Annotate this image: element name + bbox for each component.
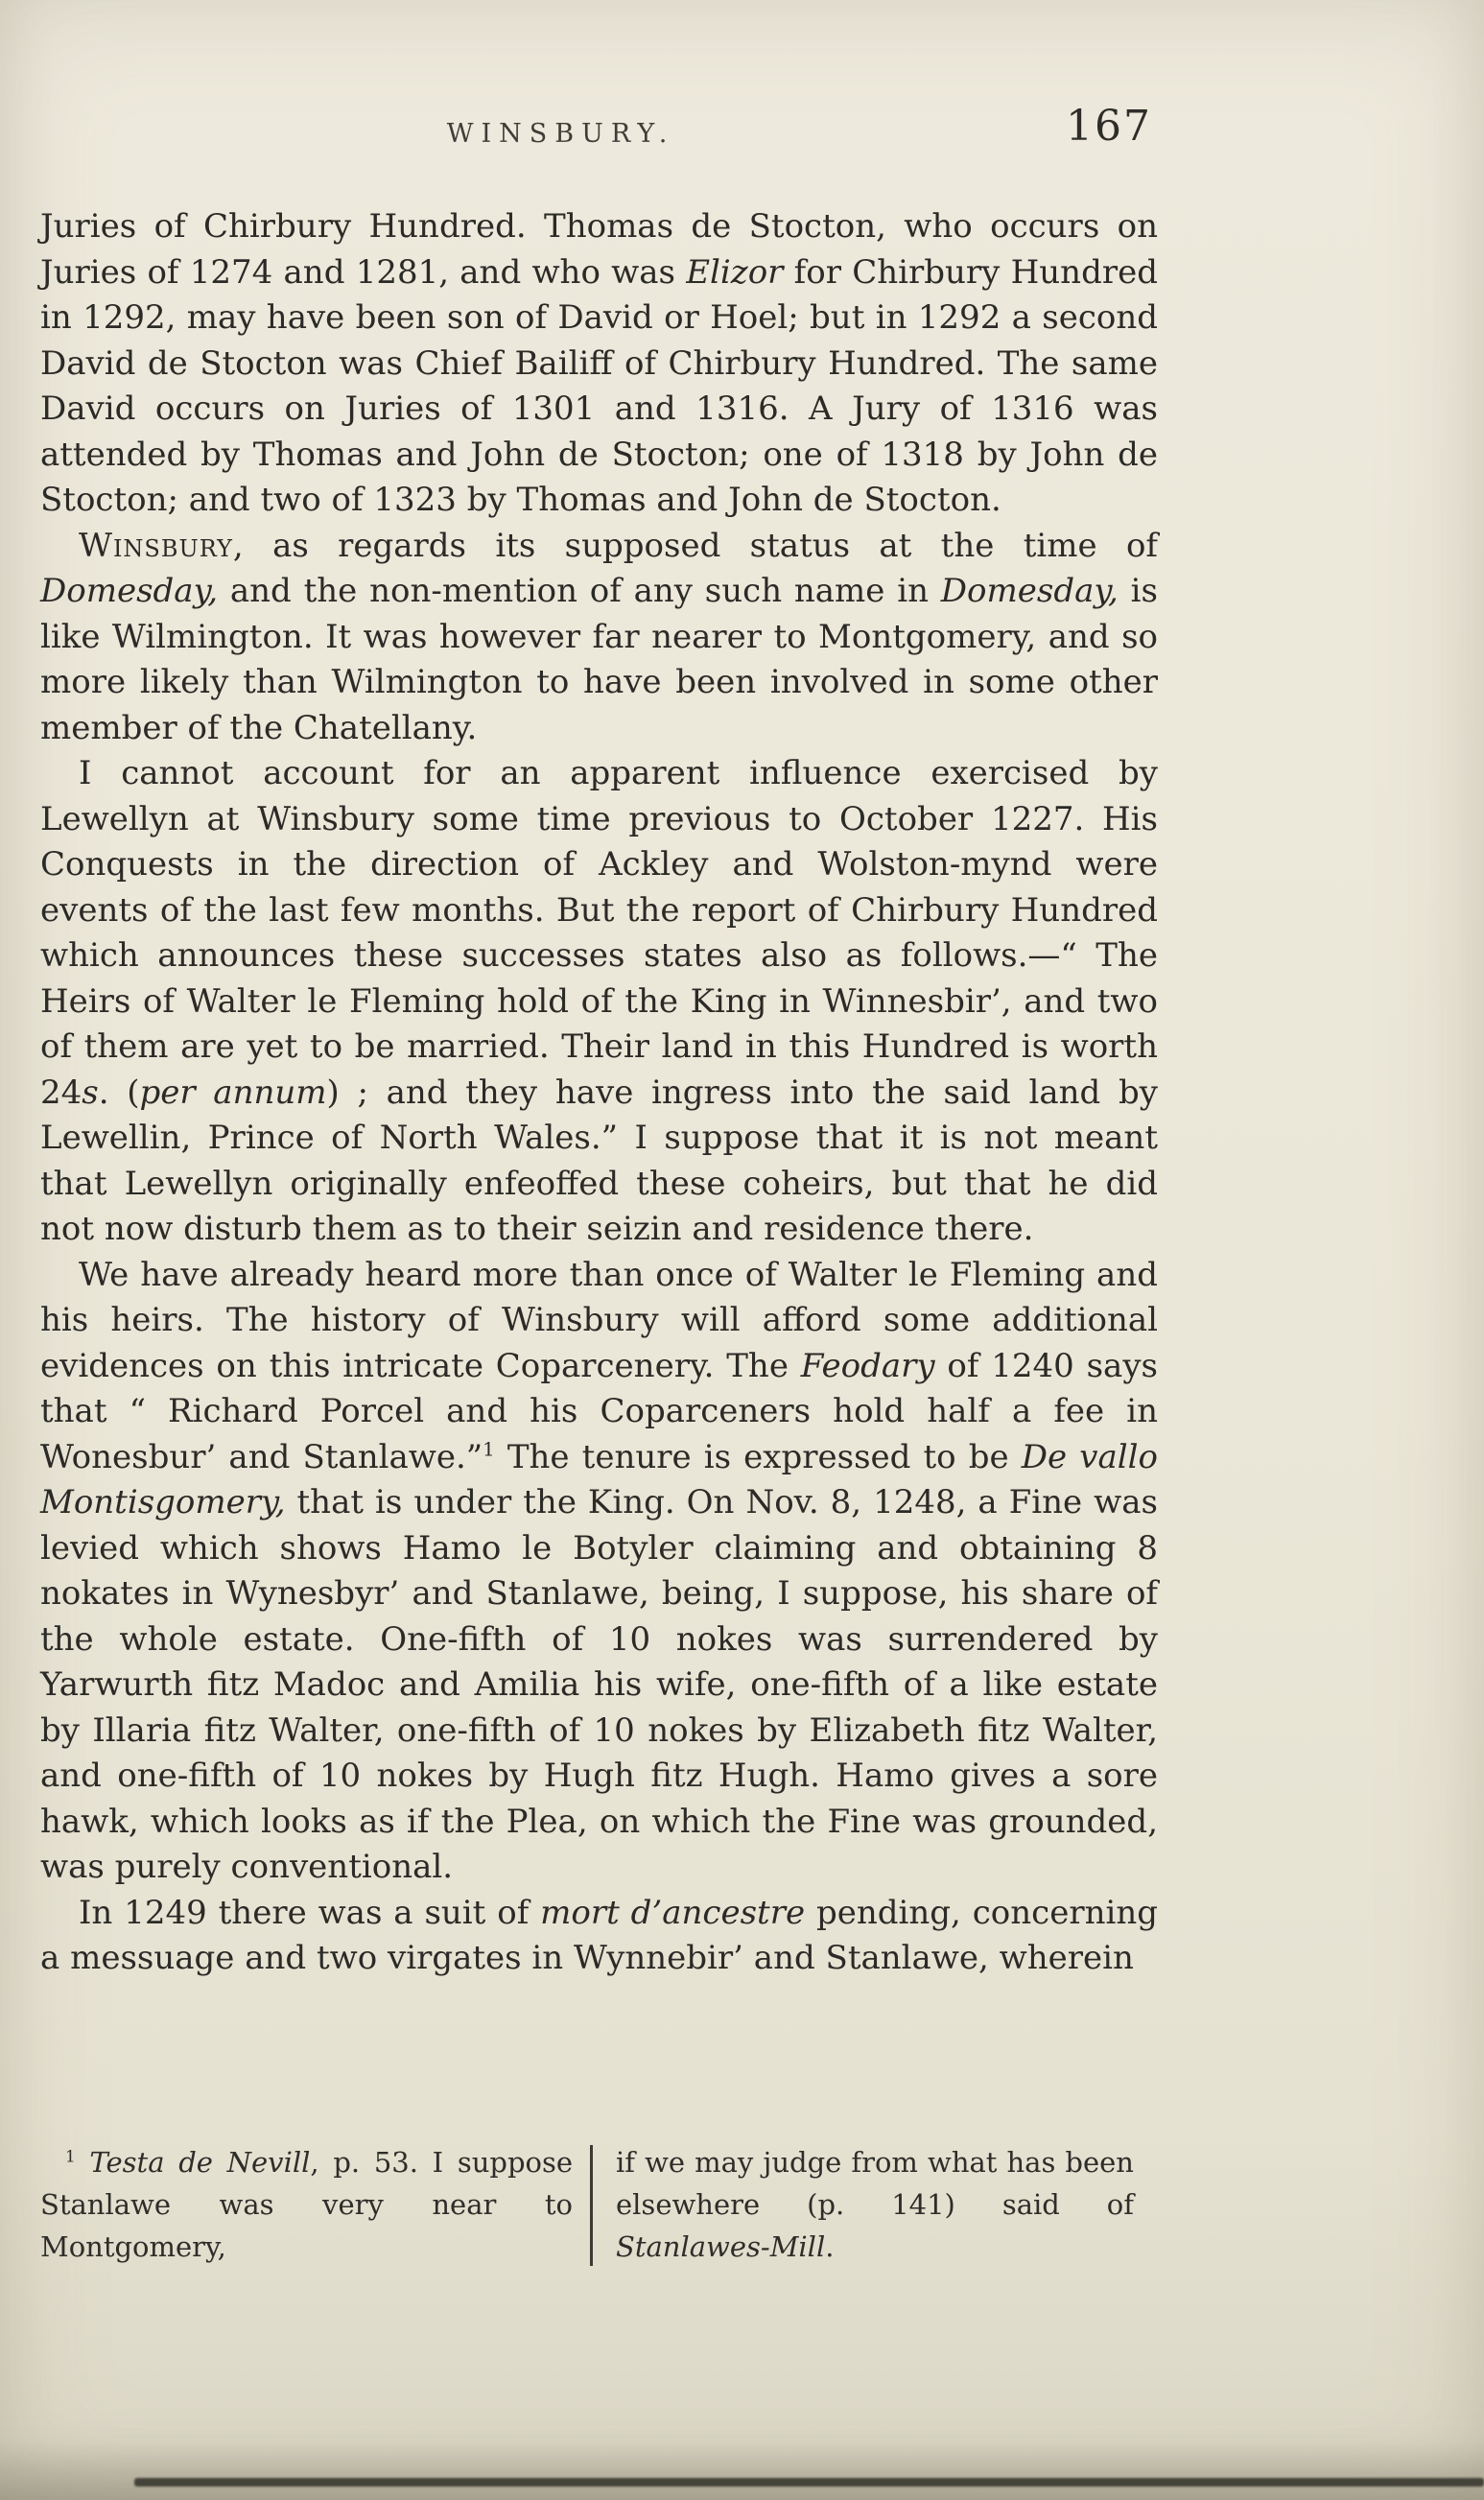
text-segment: , as regards its supposed status at the time of <box>232 526 1158 565</box>
paragraph <box>40 751 1158 1253</box>
paragraph <box>40 204 1158 524</box>
page-number: 167 <box>1066 102 1152 151</box>
text-segment: per annum <box>139 1073 327 1112</box>
text-segment: and the non-mention of any such name in <box>218 572 941 610</box>
footnote <box>40 2141 1158 2268</box>
text-segment: Stanlawes-Mill <box>616 2230 826 2263</box>
body-text <box>40 204 1158 1982</box>
text-segment: Domesday, <box>940 572 1119 610</box>
text-segment: Domesday, <box>40 572 219 610</box>
text-segment: s <box>82 1073 99 1112</box>
footnote-reference: 1 <box>483 1438 495 1461</box>
text-segment: Elizor <box>686 252 784 292</box>
paragraph <box>40 1891 1158 1982</box>
text-segment: De vallo Montisgomery, <box>40 1437 1158 1521</box>
text-segment: In 1249 there was a suit of <box>79 1893 541 1932</box>
paragraph <box>40 1253 1158 1891</box>
footnote-left-column <box>40 2141 573 2268</box>
paragraph <box>40 524 1158 752</box>
text-segment: pending, concerning a messuage and two virgates in Wynnebir’ and Stanlawe, wherein <box>40 1893 1159 1977</box>
scan-bottom-edge <box>134 2478 1484 2487</box>
page-header <box>40 102 1158 165</box>
text-segment: We have already heard more than once of Walter le Fleming and his heirs. The history of Winsbury will afford some additional evidences on this intricate Coparcenery. The <box>40 1255 1158 1385</box>
text-segment: ) ; and they have ingress into the said land by Lewellin, Prince of North Wales.” I suppose that it is not meant that Lewellyn originally enfeoffed these coheirs, but that he did not now disturb them as to their seizin and residence there. <box>40 1073 1158 1248</box>
text-segment: that is under the King. On Nov. 8, 1248, a Fine was levied which shows Hamo le Botyler claiming and obtaining 8 nokates in Wynesbyr’ and Stanlawe, being, I suppose, his share of the whole estate. One-fifth of 10 nokes was surrendered by Yarwurth fitz Madoc and Amilia his wife, one-fifth of a like estate by Illaria fitz Walter, one-fifth of 10 nokes by Elizabeth fitz Walter, and one-fifth of 10 nokes by Hugh fitz Hugh. Hamo gives a sore hawk, which looks as if the Plea, on which the Fine was grounded, was purely conventional. <box>40 1483 1158 1886</box>
text-segment: for Chirbury Hundred in 1292, may have been son of David or Hoel; but in 1292 a second David de Stocton was Chief Bailiff of Chirbury Hundred. The same David occurs on Juries of 1301 and 1316. A Jury of 1316 was attended by Thomas and John de Stocton; one of 1318 by John de Stocton; and two of 1323 by Thomas and John de Stocton. <box>40 252 1158 519</box>
text-segment: . <box>825 2230 835 2263</box>
text-segment <box>76 2146 90 2179</box>
footnote-right-column <box>616 2141 1134 2268</box>
footnote-column-divider <box>590 2145 593 2266</box>
text-segment: is like Wilmington. It was however far nearer to Montgomery, and so more likely than Wilmington to have been involved in some other member of the Chatellany. <box>40 572 1158 747</box>
text-segment: . ( <box>98 1073 140 1112</box>
footnote-reference: 1 <box>65 2146 76 2166</box>
text-segment: Feodary <box>800 1346 935 1385</box>
page-bottom-shade <box>0 2442 1484 2500</box>
text-segment: Juries of Chirbury Hundred. Thomas de Stocton, who occurs on Juries of 1274 and 1281, and who was <box>40 207 1158 292</box>
text-segment: Winsbury <box>79 526 233 565</box>
text-segment: I cannot account for an apparent influence exercised by Lewellyn at Winsbury some time previous to October 1227. His Conquests in the direction of Ackley and Wolston-mynd were events of the last few months. But the report of Chirbury Hundred which announces these successes states also as follows.—“ The Heirs of Walter le Fleming hold of the King in Winnesbir’, and two of them are yet to be married. Their land in this Hundred is worth 24 <box>40 754 1158 1112</box>
text-segment: , p. 53. I suppose Stanlawe was very near to Montgomery, <box>40 2146 574 2263</box>
text-segment: The tenure is expressed to be <box>494 1437 1022 1476</box>
running-head: WINSBURY. <box>446 119 675 149</box>
text-segment: mort d’ancestre <box>540 1893 806 1932</box>
text-segment: Testa de Nevill <box>89 2146 311 2179</box>
text-segment: if we may judge from what has been elsewhere (p. 141) said of <box>616 2146 1134 2221</box>
text-segment: of 1240 says that “ Richard Porcel and his Coparceners hold half a fee in Wonesbur’ and Stanlawe.” <box>40 1346 1158 1476</box>
